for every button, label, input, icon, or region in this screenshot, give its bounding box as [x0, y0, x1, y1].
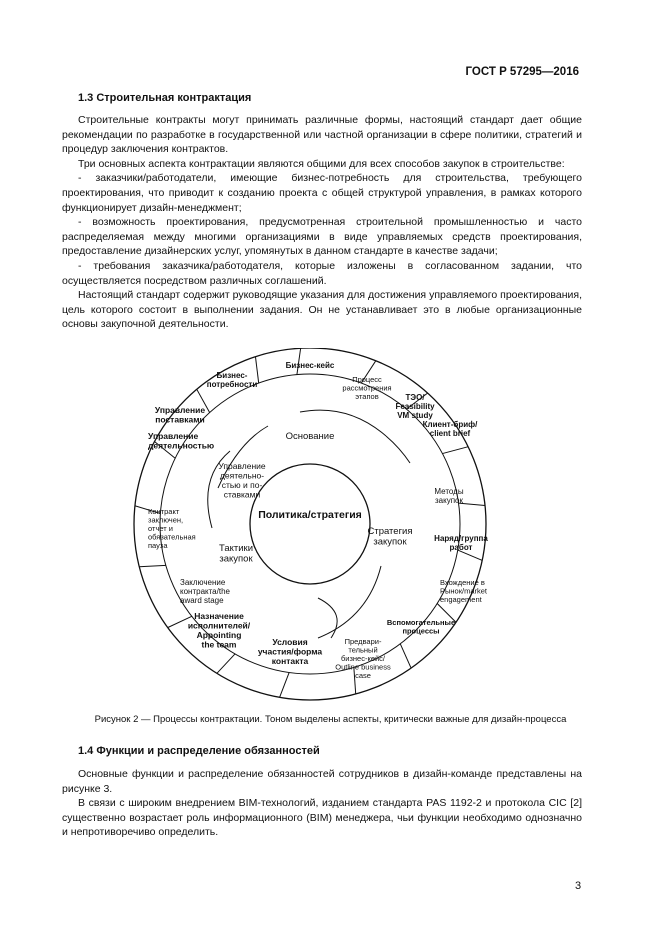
outer-segment-label: Наряд/группа работ [434, 534, 488, 552]
figure-caption: Рисунок 2 — Процессы контрактации. Тоном выделены аспекты, критически важные для дизайн-процесса [94, 714, 567, 725]
segment-divider [442, 447, 468, 454]
page-number: 3 [575, 880, 582, 892]
section-1-3-body [62, 113, 582, 332]
outer-segment-label: Клиент-бриф/ client brief [422, 420, 478, 438]
segment-divider [280, 673, 290, 698]
outer-segment-label: Управление деятельностью [148, 431, 215, 451]
outer-segment-label: Вспомогательные процессы [386, 618, 456, 636]
outer-segment-label: Управление поставками [154, 405, 206, 425]
center-label: Политика/стратегия [258, 509, 362, 521]
outer-segment-label: Методы закупок [434, 487, 464, 505]
outer-segment-label: ТЭО/ Feasibility VM study [395, 393, 435, 420]
paragraph: - заказчики/работодатели, имеющие бизнес-потребность для строительства, требующего проектирования, что приводит к созданию проекта с общей структурой управления, в рамках которого функционирует дизайн-менеджмент; [62, 172, 582, 214]
section-1-4-body [62, 767, 582, 840]
outer-segment-label: Назначение исполнителей/ Appointing the team [187, 611, 251, 650]
outer-segment-label: Вхождение в Рынок/market engagement [440, 578, 487, 604]
outer-segment-label: Контракт заключен, отчет и обязательная пауза [148, 507, 196, 550]
paragraph: - требования заказчика/работодателя, которые изложены в согласованном задании, что осуществляется посредством различных соглашений. [62, 259, 582, 287]
paragraph: Строительные контракты могут принимать различные формы, настоящий стандарт дает общие рекомендации по разработке в государственной или частной организации в сфере политики, стратегий и процедур заключения контрактов. [62, 114, 582, 156]
middle-tactics: Тактики закупок [218, 543, 254, 565]
segment-divider [400, 644, 411, 668]
paragraph: Настоящий стандарт содержит руководящие указания для достижения управляемого проектирования, цель которого состоит в выполнении задания. Он не устанавливает это в любые организационные основы закупочной деятельности. [62, 289, 582, 331]
middle-osnovanie: Основание [285, 431, 335, 442]
section-1-4-title: 1.4 Функции и распределение обязанностей [78, 745, 320, 757]
middle-strategy: Стратегия закупок [367, 526, 413, 548]
paragraph: В связи с широким внедрением BIM-технологий, изданием стандарта PAS 1192-2 и протокола CIC [2] существенно возрастает роль информационного (BIM) менеджера, чьи функции необходимо однозначно и непротиворечиво определить. [62, 797, 582, 839]
outer-segment-label: Бизнес-потребности [206, 371, 258, 389]
contracting-cycle-diagram [118, 348, 504, 704]
document-header: ГОСТ Р 57295—2016 [465, 66, 579, 78]
paragraph: - возможность проектирования, предусмотренная строительной промышленностью и часто распределяемая между многими организациями в виде управляемых средств проектирования, предоставление дизайнерских услуг, упомянутых в данном стандарте в качестве задачи; [62, 216, 582, 258]
paragraph: Три основных аспекта контрактации являются общими для всех способов закупок в строительстве: [78, 157, 565, 170]
outer-segment-label: Бизнес-кейс [285, 361, 335, 370]
outer-segment-label: Процесс рассмотрения этапов [342, 375, 392, 401]
outer-segment-label: Условия участия/форма контакта [257, 637, 323, 666]
paragraph: Основные функции и распределение обязанностей сотрудников в дизайн-команде представлены на рисунке 3. [62, 768, 582, 795]
middle-management: Управление деятельно-стью и по-ставками [218, 461, 266, 500]
section-1-3-title: 1.3 Строительная контрактация [78, 92, 252, 104]
outer-segment-label: Предвари-тельный бизнес-кейс/ Outline business case [335, 637, 391, 680]
segment-divider [139, 565, 166, 566]
outer-segment-label: Заключение контракта/the award stage [180, 578, 230, 605]
segment-divider [217, 654, 235, 674]
